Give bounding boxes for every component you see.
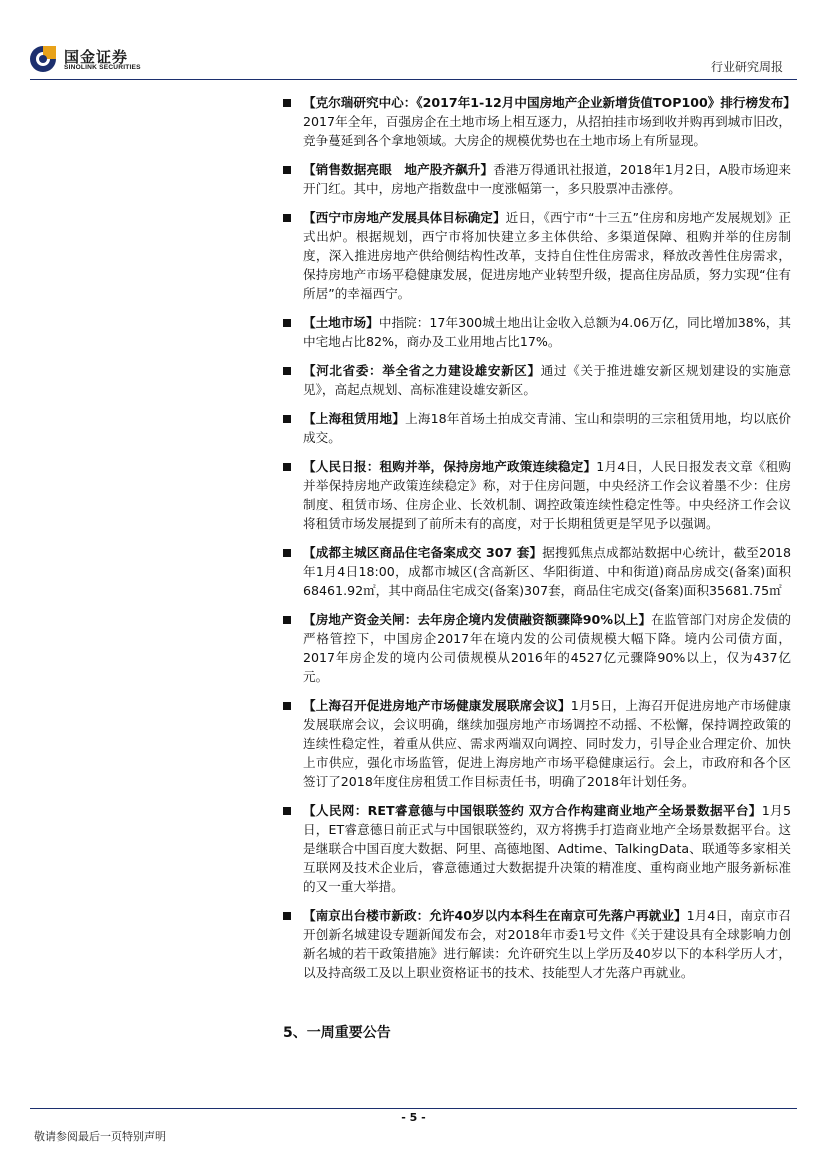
news-item-title: 【房地产资金关闸：去年房企境内发债融资额骤降90%以上】 xyxy=(303,612,652,627)
bullet-square-icon xyxy=(283,214,291,222)
news-item-body: 1月4日，人民日报发表文章《租购并举保持房地产政策连续稳定》称，对于住房问题，中央经济工作会议着墨不少：住房制度、租赁市场、住房企业、长效机制、调控政策连续性稳定性等。中央经济工作会议将租赁市场发展提到了前所未有的高度，对于长期租赁更是罕见予以强调。 xyxy=(303,459,792,531)
news-item xyxy=(283,313,791,351)
news-item xyxy=(283,696,791,791)
bullet-square-icon xyxy=(283,166,291,174)
news-item-body: 香港万得通讯社报道，2018年1月2日，A股市场迎来开门红。其中，房地产指数盘中一度涨幅第一，多只股票冲击涨停。 xyxy=(303,162,791,196)
bullet-square-icon xyxy=(283,702,291,710)
news-item xyxy=(283,906,791,982)
news-item-title: 【人民日报：租购并举，保持房地产政策连续稳定】 xyxy=(303,459,597,474)
bullet-square-icon xyxy=(283,99,291,107)
bullet-square-icon xyxy=(283,549,291,557)
header-divider xyxy=(30,79,797,80)
logo-emblem-icon xyxy=(28,44,58,74)
news-item-text xyxy=(303,906,791,982)
report-type-label: 行业研究周报 xyxy=(710,60,783,74)
news-item-text xyxy=(303,696,791,791)
logo-chinese-name: 国金证券 xyxy=(64,48,129,66)
news-item-title: 【西宁市房地产发展具体目标确定】 xyxy=(303,210,506,225)
news-item-text xyxy=(303,361,791,399)
news-item-title: 【土地市场】 xyxy=(303,315,379,330)
bullet-square-icon xyxy=(283,319,291,327)
news-item xyxy=(283,610,791,686)
news-item-title: 【人民网：RET睿意德与中国银联签约 双方合作构建商业地产全场景数据平台】 xyxy=(303,803,762,818)
news-item-text xyxy=(303,409,791,447)
news-item-text xyxy=(303,93,796,150)
logo-english-name: SINOLINK SECURITIES xyxy=(64,64,141,71)
news-item-text xyxy=(303,610,791,686)
news-item-text xyxy=(303,457,791,533)
bullet-square-icon xyxy=(283,367,291,375)
section-heading: 5、一周重要公告 xyxy=(283,1025,391,1041)
news-item xyxy=(283,801,791,896)
bullet-square-icon xyxy=(283,415,291,423)
news-item xyxy=(283,208,791,303)
news-item-body: 2017年全年，百强房企在土地市场上相互逐力，从招拍挂市场到收并购再到城市旧改，竞争蔓延到各个拿地领域。大房企的规模优势也在土地市场上有所显现。 xyxy=(303,114,791,148)
news-item xyxy=(283,457,791,533)
news-item xyxy=(283,543,791,600)
news-item-title: 【上海召开促进房地产市场健康发展联席会议】 xyxy=(303,698,571,713)
news-item-body: 1月5日，ET睿意德日前正式与中国银联签约，双方将携手打造商业地产全场景数据平台。这是继联合中国百度大数据、阿里、高德地图、Adtime、TalkingData、联通等多家相关互联网及技术企业后，睿意德通过大数据提升决策的精准度、重构商业地产服务新标准的又一重大举措。 xyxy=(303,803,791,894)
news-item xyxy=(283,409,791,447)
footer-divider xyxy=(30,1108,797,1109)
bullet-square-icon xyxy=(283,463,291,471)
page-number: - 5 - xyxy=(401,1111,426,1124)
news-item-body: 1月5日，上海召开促进房地产市场健康发展联席会议，会议明确，继续加强房地产市场调控不动摇、不松懈，保持调控政策的连续性稳定性，着重从供应、需求两端双向调控、同时发力，引导企业合理定价、加快上市供应，强化市场监管，促进上海房地产市场平稳健康运行。会上，市政府和各个区签订了2018年度住房租赁工作目标责任书，明确了2018年计划任务。 xyxy=(303,698,792,789)
footer-disclaimer: 敬请参阅最后一页特别声明 xyxy=(34,1130,166,1143)
news-item-body: 在监管部门对房企发债的严格管控下，中国房企2017年在境内发的公司债规模大幅下降。境内公司债方面，2017年房企发的境内公司债规模从2016年的4527亿元骤降90%以上，仅为437亿元。 xyxy=(303,612,791,684)
news-item-body: 通过《关于推进雄安新区规划建设的实施意见》，高起点规划、高标准建设雄安新区。 xyxy=(303,363,792,397)
news-item-text xyxy=(303,160,791,198)
news-item xyxy=(283,361,791,399)
news-item-text xyxy=(303,801,791,896)
news-item-body: 上海18年首场土拍成交青浦、宝山和崇明的三宗租赁用地，均以底价成交。 xyxy=(303,411,792,445)
bullet-square-icon xyxy=(283,912,291,920)
bullet-square-icon xyxy=(283,807,291,815)
news-item-title: 【上海租赁用地】 xyxy=(303,411,406,426)
news-item-title: 【河北省委：举全省之力建设雄安新区】 xyxy=(303,363,541,378)
news-list xyxy=(283,93,796,992)
news-item-text xyxy=(303,313,791,351)
news-item xyxy=(283,93,796,150)
news-item xyxy=(283,160,791,198)
news-item-body: 据搜狐焦点成都站数据中心统计，截至2018年1月4日18:00，成都市城区(含高新区、华阳街道、中和街道)商品房成交(备案)面积68461.92㎡，其中商品住宅成交(备案)307套，商品住宅成交(备案)面积35681.75㎡ xyxy=(303,545,791,598)
news-item-title: 【销售数据亮眼 地产股齐飙升】 xyxy=(303,162,494,177)
news-item-body: 中指院：17年300城土地出让金收入总额为4.06万亿，同比增加38%，其中宅地占比82%，商办及工业用地占比17%。 xyxy=(303,315,791,349)
news-item-title: 【成都主城区商品住宅备案成交 307 套】 xyxy=(303,545,543,560)
news-item-text xyxy=(303,543,791,600)
news-item-title: 【克尔瑞研究中心：《2017年1-12月中国房地产企业新增货值TOP100》排行榜发布】 xyxy=(303,95,796,110)
page-header xyxy=(0,0,827,90)
news-item-text xyxy=(303,208,791,303)
bullet-square-icon xyxy=(283,616,291,624)
news-item-body: 1月4日，南京市召开创新名城建设专题新闻发布会，对2018年市委1号文件《关于建设具有全球影响力创新名城的若干政策措施》进行解读：允许研究生以上学历及40岁以下的本科学历人才，以及持高级工及以上职业资格证书的技术、技能型人才先落户再就业。 xyxy=(303,908,791,980)
news-item-title: 【南京出台楼市新政：允许40岁以内本科生在南京可先落户再就业】 xyxy=(303,908,687,923)
company-logo xyxy=(28,44,188,80)
news-item-body: 近日，《西宁市“十三五”住房和房地产发展规划》正式出炉。根据规划，西宁市将加快建立多主体供给、多渠道保障、租购并举的住房制度，深入推进房地产供给侧结构性改革，支持自住性住房需求，释放改善性住房需求，保持房地产市场平稳健康发展，促进房地产业转型升级，提高住房品质，努力实现“住有所居”的幸福西宁。 xyxy=(303,210,792,301)
